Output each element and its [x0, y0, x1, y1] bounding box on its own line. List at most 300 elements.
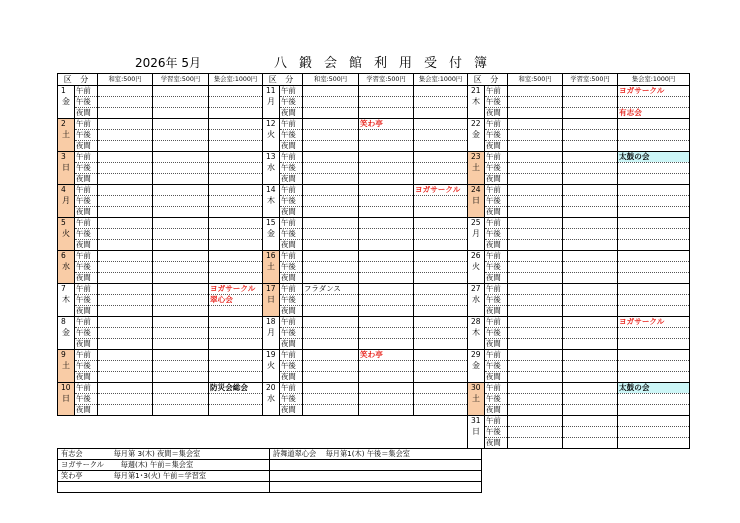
period-label: 午後: [485, 229, 508, 240]
booking-cell[interactable]: [153, 108, 209, 119]
booking-cell[interactable]: [414, 350, 468, 361]
booking-cell[interactable]: [359, 273, 414, 284]
booking-cell[interactable]: [618, 438, 690, 449]
booking-cell[interactable]: [153, 119, 209, 130]
booking-cell[interactable]: [563, 207, 618, 218]
day-number: 24: [471, 185, 481, 194]
booking-cell[interactable]: [563, 306, 618, 317]
booking-cell[interactable]: [563, 196, 618, 207]
booking-cell[interactable]: [563, 119, 618, 130]
booking-cell[interactable]: [359, 394, 414, 405]
booking-cell[interactable]: [618, 416, 690, 427]
booking-cell[interactable]: [209, 383, 263, 394]
booking-cell[interactable]: [563, 273, 618, 284]
booking-cell[interactable]: [508, 427, 563, 438]
booking-cell[interactable]: [618, 240, 690, 251]
booking-cell[interactable]: [508, 86, 563, 97]
booking-cell[interactable]: [209, 196, 263, 207]
booking-cell[interactable]: [618, 306, 690, 317]
booking-cell[interactable]: [414, 108, 468, 119]
booking-cell[interactable]: [153, 295, 209, 306]
booking-cell[interactable]: [153, 394, 209, 405]
booking-cell[interactable]: [359, 86, 414, 97]
booking-cell[interactable]: [209, 405, 263, 416]
booking-cell[interactable]: [563, 328, 618, 339]
booking-cell[interactable]: [618, 273, 690, 284]
booking-cell[interactable]: [563, 427, 618, 438]
booking-cell[interactable]: [153, 262, 209, 273]
booking-cell[interactable]: [98, 273, 153, 284]
period-label: 午後: [485, 361, 508, 372]
booking-cell[interactable]: [209, 339, 263, 350]
booking-cell[interactable]: [98, 383, 153, 394]
booking-cell[interactable]: [508, 306, 563, 317]
booking-cell[interactable]: [563, 229, 618, 240]
booking-cell[interactable]: [209, 207, 263, 218]
booking-cell[interactable]: [153, 207, 209, 218]
booking-cell[interactable]: [303, 185, 359, 196]
booking-cell[interactable]: [414, 284, 468, 295]
booking-cell[interactable]: [209, 163, 263, 174]
booking-cell[interactable]: [209, 372, 263, 383]
booking-cell[interactable]: [414, 229, 468, 240]
booking-cell[interactable]: [303, 394, 359, 405]
booking-cell[interactable]: [209, 251, 263, 262]
booking-cell[interactable]: [153, 405, 209, 416]
booking-cell[interactable]: [303, 317, 359, 328]
booking-cell[interactable]: [303, 97, 359, 108]
booking-cell[interactable]: [153, 361, 209, 372]
booking-cell[interactable]: [209, 86, 263, 97]
booking-cell[interactable]: [414, 130, 468, 141]
booking-cell[interactable]: [98, 284, 153, 295]
booking-cell[interactable]: [303, 361, 359, 372]
booking-cell[interactable]: [414, 185, 468, 196]
booking-cell[interactable]: [303, 218, 359, 229]
booking-cell[interactable]: [618, 361, 690, 372]
booking-cell[interactable]: [303, 328, 359, 339]
booking-cell[interactable]: [209, 229, 263, 240]
booking-cell[interactable]: [153, 218, 209, 229]
booking-cell[interactable]: [98, 196, 153, 207]
booking-cell[interactable]: [153, 163, 209, 174]
booking-cell[interactable]: [563, 394, 618, 405]
booking-cell[interactable]: [359, 108, 414, 119]
booking-cell[interactable]: [508, 119, 563, 130]
booking-cell[interactable]: [359, 163, 414, 174]
booking-cell[interactable]: [209, 119, 263, 130]
booking-cell[interactable]: [98, 394, 153, 405]
booking-cell[interactable]: [508, 141, 563, 152]
weekday-label: 金: [472, 130, 481, 139]
booking-cell[interactable]: [153, 130, 209, 141]
booking-cell[interactable]: [618, 130, 690, 141]
booking-cell[interactable]: [209, 240, 263, 251]
booking-cell[interactable]: [618, 284, 690, 295]
booking-cell[interactable]: [98, 328, 153, 339]
booking-cell[interactable]: [153, 152, 209, 163]
booking-cell[interactable]: [209, 218, 263, 229]
booking-cell[interactable]: [414, 295, 468, 306]
booking-cell[interactable]: [209, 284, 263, 295]
booking-cell[interactable]: [209, 273, 263, 284]
day-number: 20: [266, 383, 276, 392]
booking-cell[interactable]: [303, 306, 359, 317]
booking-cell[interactable]: [359, 372, 414, 383]
booking-cell[interactable]: [508, 372, 563, 383]
booking-cell[interactable]: [414, 328, 468, 339]
booking-cell[interactable]: [303, 152, 359, 163]
booking-cell[interactable]: [508, 196, 563, 207]
booking-cell[interactable]: [563, 163, 618, 174]
booking-cell[interactable]: [98, 174, 153, 185]
booking-cell[interactable]: [618, 152, 690, 163]
booking-cell[interactable]: [303, 383, 359, 394]
booking-cell[interactable]: [98, 97, 153, 108]
booking-cell[interactable]: [414, 306, 468, 317]
booking-cell[interactable]: [153, 339, 209, 350]
booking-cell[interactable]: [618, 328, 690, 339]
booking-cell[interactable]: [414, 383, 468, 394]
booking-cell[interactable]: [98, 240, 153, 251]
booking-cell[interactable]: [618, 339, 690, 350]
booking-cell[interactable]: [414, 273, 468, 284]
booking-cell[interactable]: [303, 163, 359, 174]
booking-cell[interactable]: [414, 339, 468, 350]
booking-entry: 笑わ亭: [360, 350, 383, 359]
booking-cell[interactable]: [359, 97, 414, 108]
booking-cell[interactable]: [618, 196, 690, 207]
booking-cell[interactable]: [618, 229, 690, 240]
booking-cell[interactable]: [303, 141, 359, 152]
booking-cell[interactable]: [153, 284, 209, 295]
booking-cell[interactable]: [98, 262, 153, 273]
booking-cell[interactable]: [508, 207, 563, 218]
booking-cell[interactable]: [563, 141, 618, 152]
booking-cell[interactable]: [563, 218, 618, 229]
booking-cell[interactable]: [618, 174, 690, 185]
period-label: 午前: [280, 284, 303, 295]
booking-cell[interactable]: [508, 262, 563, 273]
booking-cell[interactable]: [98, 86, 153, 97]
booking-cell[interactable]: [359, 295, 414, 306]
booking-cell[interactable]: [98, 251, 153, 262]
booking-cell[interactable]: [153, 174, 209, 185]
booking-cell[interactable]: [209, 328, 263, 339]
weekday-label: 土: [62, 361, 70, 370]
booking-cell[interactable]: [359, 174, 414, 185]
booking-cell[interactable]: [359, 196, 414, 207]
booking-cell[interactable]: [618, 163, 690, 174]
booking-cell[interactable]: [508, 361, 563, 372]
booking-cell[interactable]: [414, 163, 468, 174]
booking-cell[interactable]: [508, 328, 563, 339]
booking-cell[interactable]: [414, 262, 468, 273]
booking-cell[interactable]: [98, 163, 153, 174]
booking-cell[interactable]: [98, 372, 153, 383]
booking-cell[interactable]: [508, 174, 563, 185]
booking-cell[interactable]: [303, 405, 359, 416]
booking-cell[interactable]: [508, 416, 563, 427]
booking-cell[interactable]: [563, 438, 618, 449]
booking-cell[interactable]: [414, 361, 468, 372]
booking-cell[interactable]: [98, 152, 153, 163]
booking-cell[interactable]: [563, 130, 618, 141]
booking-cell[interactable]: [563, 295, 618, 306]
booking-cell[interactable]: [508, 295, 563, 306]
booking-cell[interactable]: [359, 251, 414, 262]
booking-cell[interactable]: [303, 251, 359, 262]
booking-cell[interactable]: [153, 328, 209, 339]
booking-cell[interactable]: [414, 218, 468, 229]
booking-cell[interactable]: [508, 218, 563, 229]
booking-cell[interactable]: [563, 174, 618, 185]
booking-cell[interactable]: [618, 405, 690, 416]
booking-cell[interactable]: [209, 306, 263, 317]
booking-cell[interactable]: [303, 130, 359, 141]
booking-cell[interactable]: [303, 350, 359, 361]
booking-cell[interactable]: [98, 218, 153, 229]
booking-cell[interactable]: [98, 405, 153, 416]
booking-cell[interactable]: [98, 141, 153, 152]
period-label: 午前: [485, 86, 508, 97]
booking-cell[interactable]: [98, 339, 153, 350]
booking-cell[interactable]: [508, 394, 563, 405]
booking-cell[interactable]: [209, 174, 263, 185]
booking-cell[interactable]: [359, 229, 414, 240]
booking-cell[interactable]: [153, 372, 209, 383]
booking-cell[interactable]: [508, 405, 563, 416]
booking-cell[interactable]: [508, 240, 563, 251]
period-label: 午後: [280, 163, 303, 174]
booking-cell[interactable]: [618, 251, 690, 262]
booking-cell[interactable]: [618, 207, 690, 218]
booking-cell[interactable]: [563, 372, 618, 383]
booking-cell[interactable]: [153, 240, 209, 251]
booking-cell[interactable]: [508, 108, 563, 119]
booking-cell[interactable]: [359, 383, 414, 394]
booking-cell[interactable]: [508, 152, 563, 163]
booking-cell[interactable]: [414, 405, 468, 416]
booking-cell[interactable]: [303, 119, 359, 130]
booking-cell[interactable]: [153, 196, 209, 207]
booking-cell[interactable]: [508, 273, 563, 284]
day-number: 8: [61, 317, 66, 326]
booking-cell[interactable]: [563, 86, 618, 97]
booking-cell[interactable]: [303, 86, 359, 97]
booking-cell[interactable]: [618, 262, 690, 273]
booking-cell[interactable]: [414, 372, 468, 383]
booking-cell[interactable]: [153, 383, 209, 394]
booking-cell[interactable]: [414, 86, 468, 97]
booking-cell[interactable]: [563, 405, 618, 416]
booking-cell[interactable]: [209, 130, 263, 141]
booking-cell[interactable]: [303, 240, 359, 251]
booking-cell[interactable]: [209, 295, 263, 306]
booking-cell[interactable]: [618, 372, 690, 383]
booking-cell[interactable]: [209, 97, 263, 108]
booking-cell[interactable]: [303, 372, 359, 383]
booking-cell[interactable]: [414, 251, 468, 262]
booking-cell[interactable]: [618, 185, 690, 196]
booking-cell[interactable]: [153, 97, 209, 108]
booking-cell[interactable]: [359, 207, 414, 218]
booking-cell[interactable]: [153, 350, 209, 361]
booking-cell[interactable]: [98, 350, 153, 361]
booking-cell[interactable]: [618, 108, 690, 119]
booking-cell[interactable]: [209, 394, 263, 405]
booking-cell[interactable]: [414, 97, 468, 108]
booking-cell[interactable]: [563, 185, 618, 196]
booking-cell[interactable]: [98, 130, 153, 141]
booking-cell[interactable]: [209, 361, 263, 372]
booking-cell[interactable]: [98, 229, 153, 240]
booking-cell[interactable]: [359, 240, 414, 251]
booking-cell[interactable]: [508, 438, 563, 449]
booking-cell[interactable]: [359, 152, 414, 163]
booking-cell[interactable]: [359, 141, 414, 152]
period-label: 夜間: [280, 108, 303, 119]
booking-cell[interactable]: [359, 306, 414, 317]
booking-cell[interactable]: [508, 317, 563, 328]
booking-cell[interactable]: [563, 97, 618, 108]
booking-cell[interactable]: [359, 130, 414, 141]
booking-cell[interactable]: [153, 251, 209, 262]
booking-cell[interactable]: [414, 196, 468, 207]
booking-cell[interactable]: [303, 229, 359, 240]
booking-cell[interactable]: [153, 141, 209, 152]
booking-cell[interactable]: [98, 207, 153, 218]
booking-cell[interactable]: [563, 284, 618, 295]
booking-cell[interactable]: [303, 108, 359, 119]
booking-cell[interactable]: [508, 97, 563, 108]
booking-cell[interactable]: [414, 207, 468, 218]
booking-cell[interactable]: [209, 152, 263, 163]
booking-cell[interactable]: [153, 317, 209, 328]
booking-cell[interactable]: [153, 229, 209, 240]
booking-cell[interactable]: [98, 185, 153, 196]
booking-cell[interactable]: [153, 86, 209, 97]
booking-cell[interactable]: [508, 185, 563, 196]
booking-cell[interactable]: [563, 416, 618, 427]
booking-cell[interactable]: [303, 284, 359, 295]
booking-cell[interactable]: [508, 251, 563, 262]
booking-cell[interactable]: [563, 262, 618, 273]
day-number: 23: [471, 152, 481, 161]
booking-cell[interactable]: [209, 108, 263, 119]
booking-cell[interactable]: [359, 405, 414, 416]
booking-cell[interactable]: [618, 141, 690, 152]
booking-cell[interactable]: [153, 306, 209, 317]
period-label: 午後: [75, 229, 98, 240]
booking-cell[interactable]: [563, 152, 618, 163]
booking-cell[interactable]: [98, 317, 153, 328]
booking-cell[interactable]: [98, 295, 153, 306]
booking-cell[interactable]: [414, 152, 468, 163]
day-cell: [468, 86, 485, 119]
booking-cell[interactable]: [618, 295, 690, 306]
booking-cell[interactable]: [303, 207, 359, 218]
booking-cell[interactable]: [359, 185, 414, 196]
booking-cell[interactable]: [414, 141, 468, 152]
booking-cell[interactable]: [618, 119, 690, 130]
booking-cell[interactable]: [508, 163, 563, 174]
booking-cell[interactable]: [98, 306, 153, 317]
booking-cell[interactable]: [303, 295, 359, 306]
booking-cell[interactable]: [359, 262, 414, 273]
booking-cell[interactable]: [359, 339, 414, 350]
booking-cell[interactable]: [563, 350, 618, 361]
booking-cell[interactable]: [618, 317, 690, 328]
booking-cell[interactable]: [209, 185, 263, 196]
booking-cell[interactable]: [414, 317, 468, 328]
booking-cell[interactable]: [618, 97, 690, 108]
booking-cell[interactable]: [98, 108, 153, 119]
period-label: 夜間: [280, 372, 303, 383]
period-label: 午前: [280, 152, 303, 163]
booking-cell[interactable]: [618, 86, 690, 97]
booking-cell[interactable]: [209, 262, 263, 273]
booking-cell[interactable]: [414, 174, 468, 185]
booking-cell[interactable]: [508, 229, 563, 240]
booking-cell[interactable]: [303, 196, 359, 207]
booking-cell[interactable]: [563, 383, 618, 394]
booking-cell[interactable]: [209, 141, 263, 152]
booking-cell[interactable]: [359, 284, 414, 295]
booking-cell[interactable]: [414, 119, 468, 130]
booking-cell[interactable]: [508, 339, 563, 350]
booking-cell[interactable]: [414, 240, 468, 251]
booking-cell[interactable]: [618, 383, 690, 394]
booking-cell[interactable]: [209, 317, 263, 328]
booking-cell[interactable]: [508, 350, 563, 361]
booking-cell[interactable]: [618, 218, 690, 229]
weekday-label: 日: [472, 427, 481, 436]
booking-cell[interactable]: [618, 350, 690, 361]
booking-cell[interactable]: [303, 273, 359, 284]
booking-cell[interactable]: [303, 339, 359, 350]
booking-cell[interactable]: [563, 361, 618, 372]
booking-grid: [57, 73, 690, 449]
booking-cell[interactable]: [508, 130, 563, 141]
booking-cell[interactable]: [359, 361, 414, 372]
booking-cell[interactable]: [618, 427, 690, 438]
booking-cell[interactable]: [563, 339, 618, 350]
booking-cell[interactable]: [563, 251, 618, 262]
booking-cell[interactable]: [303, 262, 359, 273]
booking-cell[interactable]: [618, 394, 690, 405]
booking-cell[interactable]: [153, 185, 209, 196]
booking-cell[interactable]: [563, 240, 618, 251]
booking-cell[interactable]: [563, 317, 618, 328]
booking-cell[interactable]: [359, 350, 414, 361]
booking-cell[interactable]: [508, 383, 563, 394]
period-label: 午後: [485, 262, 508, 273]
booking-cell[interactable]: [563, 108, 618, 119]
period-label: 午後: [75, 262, 98, 273]
booking-cell[interactable]: [209, 350, 263, 361]
booking-cell[interactable]: [98, 361, 153, 372]
booking-cell[interactable]: [359, 328, 414, 339]
booking-cell[interactable]: [359, 119, 414, 130]
booking-cell[interactable]: [153, 273, 209, 284]
booking-cell[interactable]: [359, 317, 414, 328]
booking-cell[interactable]: [303, 174, 359, 185]
booking-cell[interactable]: [414, 394, 468, 405]
booking-cell[interactable]: [359, 218, 414, 229]
booking-cell[interactable]: [98, 119, 153, 130]
booking-cell[interactable]: [508, 284, 563, 295]
